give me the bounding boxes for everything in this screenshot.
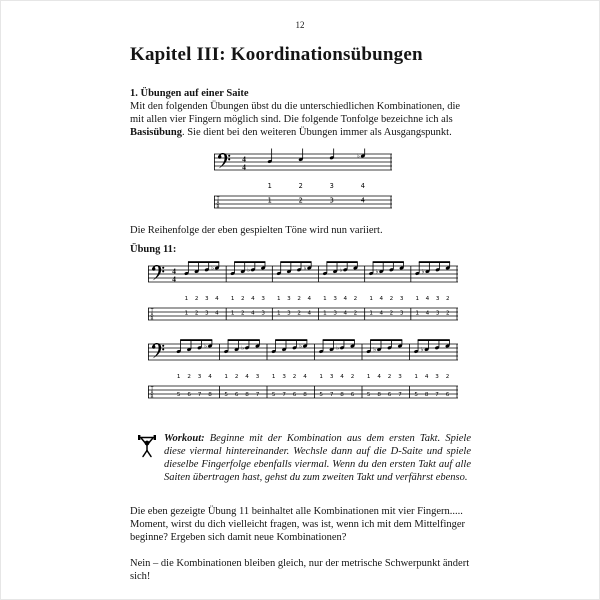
finger-number: 2	[292, 374, 297, 380]
finger-number: 3	[197, 374, 202, 380]
tab-number: 3	[287, 310, 291, 317]
tab-number: 7	[282, 392, 286, 399]
beam	[180, 339, 212, 341]
uebung11-heading: Übung 11:	[130, 244, 177, 255]
finger-number: 2	[445, 374, 450, 380]
finger-number: 3	[329, 182, 334, 190]
tab-number: 8	[245, 392, 249, 399]
tab-number: 5	[319, 392, 323, 399]
closing-paragraph-1: Die eben gezeigte Übung 11 beinhaltet alle Kombinationen mit vier Fingern..... Moment, wirst du dich vielleicht fragen, was ist, wenn ich mit dem Mittelfinger beginne? Ergeben sich damit neue Kombinationen?	[130, 506, 466, 543]
uebung11-line2-notation	[148, 336, 458, 410]
finger-number: 2	[298, 182, 303, 190]
tab-number: 1	[323, 310, 327, 317]
finger-number: 2	[297, 296, 301, 302]
basis-exercise-system	[214, 146, 392, 220]
tab-label-letter: A	[216, 201, 220, 207]
tab-number: 4	[307, 310, 312, 317]
finger-number: 3	[255, 374, 260, 380]
tab-number: 3	[204, 310, 209, 317]
flat-accidental: ♭	[356, 153, 360, 160]
intro-text-pre: Mit den folgenden Übungen übst du die unterschiedlichen Kombinationen, die mit allen vier Fingern möglich sind. Die folgende Tonfolge bezeichne ich als	[130, 101, 461, 125]
finger-number: 1	[267, 182, 272, 190]
finger-number: 4	[379, 296, 384, 302]
finger-number: 4	[303, 374, 307, 380]
beam	[323, 339, 355, 341]
tab-number: 5	[176, 392, 181, 399]
flat-accidental: ♭	[204, 343, 208, 350]
tab-number: 6	[350, 392, 355, 399]
finger-number: 4	[424, 374, 429, 380]
tab-number: 2	[298, 196, 303, 205]
finger-number: 1	[184, 296, 189, 302]
flat-accidental: ♭	[420, 346, 424, 354]
tab-number: 3	[333, 310, 337, 317]
chapter-title: Kapitel III: Koordinationsübungen	[130, 44, 423, 65]
tab-label-letter: A	[150, 391, 154, 397]
tab-number: 1	[277, 310, 281, 317]
finger-number: 1	[230, 296, 235, 302]
finger-number: 1	[319, 374, 323, 380]
tab-number: 8	[424, 392, 429, 399]
finger-number: 3	[435, 296, 440, 302]
tab-label-letter: A	[150, 313, 154, 319]
workout-box	[137, 432, 471, 484]
flat-accidental: ♭	[299, 343, 303, 350]
flat-accidental: ♭	[211, 265, 214, 272]
intro-text-post: . Sie dient bei den weiteren Übungen immer als Ausgangspunkt.	[181, 127, 452, 138]
finger-number: 3	[204, 296, 209, 302]
tab-number: 2	[297, 310, 301, 317]
tab-number: 3	[399, 310, 404, 317]
weightlifter-icon	[137, 434, 157, 458]
tab-label-letter: B	[150, 317, 154, 322]
basis-exercise-notation	[214, 146, 392, 220]
finger-number: 2	[353, 296, 358, 302]
intro-paragraph	[130, 100, 474, 139]
finger-number: 2	[241, 296, 245, 302]
beam	[234, 261, 265, 263]
tab-number: 2	[389, 310, 394, 317]
finger-number: 2	[234, 374, 239, 380]
uebung11-line1-system	[148, 258, 458, 332]
flat-accidental: ♭	[375, 268, 379, 276]
finger-number: 4	[251, 296, 255, 302]
tab-label-letter: B	[216, 205, 220, 210]
finger-number: 2	[387, 374, 392, 380]
time-signature-top: 4	[242, 154, 246, 164]
beam	[326, 261, 357, 263]
tab-number: 3	[261, 310, 265, 317]
flat-accidental: ♭	[339, 266, 343, 274]
tab-number: 4	[343, 310, 348, 317]
finger-number: 3	[399, 296, 404, 302]
time-signature-top: 4	[172, 266, 176, 276]
tab-number: 1	[415, 310, 420, 317]
uebung11-line2-system	[148, 336, 458, 410]
tab-label-letter: B	[150, 395, 154, 400]
tab-number: 4	[215, 310, 219, 317]
finger-number: 3	[333, 296, 337, 302]
tab-number: 7	[398, 392, 402, 399]
finger-number: 1	[277, 296, 281, 302]
beam	[275, 339, 307, 341]
flat-accidental: ♭	[336, 344, 340, 352]
workout-label: Workout:	[164, 433, 205, 444]
tab-number: 3	[329, 196, 334, 205]
workout-body: Beginne mit der Kombination aus dem ersten Takt. Spiele diese viermal hintereinander. Wechsle dann auf die D-Saite und spiele dieselbe Fingerfolge ebenfalls viermal. Wenn du den ersten Takt auf alle Saiten übertragen hast, gehst du zum zweiten Takt und verfährst ebenso.	[164, 433, 471, 483]
finger-number: 1	[366, 374, 371, 380]
tab-number: 3	[435, 310, 440, 317]
beam	[228, 339, 260, 341]
tab-number: 7	[255, 392, 260, 399]
tab-number: 5	[414, 392, 418, 399]
beam	[370, 339, 402, 341]
finger-number: 4	[208, 374, 212, 380]
finger-number: 3	[287, 296, 291, 302]
tab-number: 5	[224, 392, 228, 399]
finger-number: 2	[445, 296, 450, 302]
after-example-text: Die Reihenfolge der eben gespielten Töne wird nun variiert.	[130, 225, 383, 236]
finger-number: 1	[415, 296, 420, 302]
section-heading: 1. Übungen auf einer Saite	[130, 88, 249, 99]
beam	[188, 261, 219, 263]
finger-number: 3	[261, 296, 265, 302]
tab-number: 2	[194, 310, 199, 317]
tab-number: 1	[184, 310, 189, 317]
tab-number: 6	[292, 392, 297, 399]
finger-number: 1	[414, 374, 418, 380]
beam	[418, 339, 450, 341]
finger-number: 1	[176, 374, 181, 380]
finger-number: 2	[350, 374, 355, 380]
tab-number: 7	[329, 392, 334, 399]
tab-label-letter: T	[150, 309, 154, 315]
page-number: 12	[295, 20, 305, 30]
finger-number: 1	[369, 296, 373, 302]
tab-number: 8	[340, 392, 344, 399]
tab-number: 2	[445, 310, 450, 317]
tab-number: 2	[241, 310, 245, 317]
tab-number: 7	[435, 392, 439, 399]
flat-accidental: ♭	[241, 344, 245, 352]
tab-number: 8	[377, 392, 381, 399]
uebung11-line1-notation	[148, 258, 458, 332]
finger-number: 2	[187, 374, 191, 380]
closing-paragraph-2: Nein – die Kombinationen bleiben gleich, nur der metrische Schwerpunkt ändert sich!	[130, 558, 470, 582]
flat-accidental: ♭	[247, 266, 250, 274]
finger-number: 3	[398, 374, 402, 380]
finger-number: 4	[340, 374, 344, 380]
tab-number: 7	[197, 392, 202, 399]
finger-number: 2	[194, 296, 199, 302]
finger-number: 1	[323, 296, 327, 302]
time-signature-bottom: 4	[242, 162, 246, 172]
finger-number: 4	[360, 182, 365, 190]
tab-number: 6	[187, 392, 191, 399]
time-signature-bottom: 4	[172, 274, 176, 284]
tab-number: 5	[271, 392, 276, 399]
tab-number: 5	[366, 392, 371, 399]
tab-number: 6	[234, 392, 239, 399]
finger-number: 3	[282, 374, 286, 380]
finger-number: 4	[307, 296, 312, 302]
finger-number: 4	[377, 374, 381, 380]
beam	[419, 261, 450, 263]
beam	[373, 261, 404, 263]
finger-number: 1	[271, 374, 276, 380]
workout-text	[164, 432, 471, 484]
finger-number: 4	[425, 296, 430, 302]
tab-number: 6	[387, 392, 392, 399]
finger-number: 4	[245, 374, 249, 380]
flat-accidental: ♭	[421, 268, 425, 276]
tab-label-letter: T	[150, 387, 154, 393]
finger-number: 4	[343, 296, 348, 302]
finger-number: 3	[329, 374, 334, 380]
finger-number: 4	[215, 296, 219, 302]
finger-number: 2	[389, 296, 394, 302]
tab-number: 4	[360, 196, 365, 205]
intro-text-bold: Basisübung	[130, 127, 182, 138]
tab-number: 8	[208, 392, 212, 399]
tab-number: 2	[353, 310, 358, 317]
tab-number: 4	[251, 310, 255, 317]
flat-accidental: ♭	[303, 265, 307, 272]
finger-number: 3	[435, 374, 439, 380]
tab-label-letter: T	[216, 197, 220, 203]
finger-number: 1	[224, 374, 228, 380]
tab-number: 1	[267, 196, 272, 205]
tab-number: 6	[445, 392, 450, 399]
tab-number: 1	[369, 310, 373, 317]
tab-number: 4	[425, 310, 430, 317]
beam	[280, 261, 311, 263]
flat-accidental: ♭	[373, 346, 377, 354]
tab-number: 4	[379, 310, 384, 317]
tab-number: 1	[230, 310, 235, 317]
tab-number: 8	[303, 392, 307, 399]
